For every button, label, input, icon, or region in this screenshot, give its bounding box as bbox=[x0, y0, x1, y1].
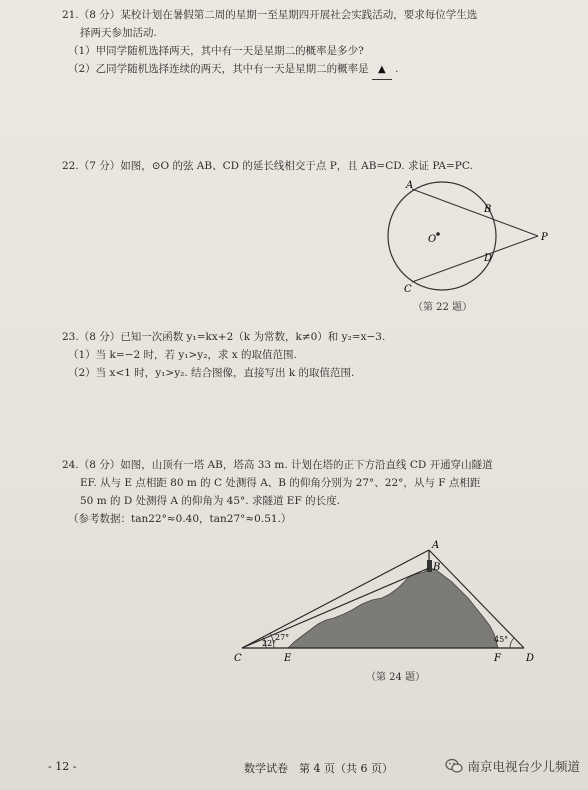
page-number: - 12 - bbox=[48, 760, 77, 773]
label-a: A bbox=[432, 540, 440, 551]
label-o: O bbox=[428, 234, 437, 245]
q21-sub2-end: . bbox=[395, 63, 399, 75]
q24-line2: EF. 从与 E 点相距 80 m 的 C 处测得 A、B 的仰角分别为 27°、22°，从与 F 点相距 bbox=[80, 477, 481, 489]
watermark bbox=[445, 757, 580, 775]
label-c: C bbox=[404, 284, 412, 295]
q23-line1: 23.（8 分）已知一次函数 y₁=kx+2（k 为常数，k≠0）和 y₂=x−3. bbox=[62, 331, 386, 343]
label-d: D bbox=[526, 653, 535, 664]
watermark-text: 南京电视台少儿频道 bbox=[467, 759, 580, 774]
question-23 bbox=[62, 328, 385, 382]
q22-line1: 22.（7 分）如图，⊙O 的弦 AB、CD 的延长线相交于点 P，且 AB=CD. 求证 PA=PC. bbox=[62, 160, 473, 172]
q21-line2: 择两天参加活动. bbox=[80, 27, 157, 39]
label-f: F bbox=[494, 653, 501, 664]
angle-27: 27° bbox=[275, 633, 290, 642]
footer-title: 数学试卷 第 4 页（共 6 页） bbox=[244, 762, 393, 775]
line-ap bbox=[412, 189, 538, 236]
q21-sub2-text: （2）乙同学随机选择连续的两天，其中有一天是星期二的概率是 bbox=[68, 63, 369, 75]
q21-sub2 bbox=[62, 60, 477, 80]
label-b: B bbox=[433, 562, 441, 573]
label-c: C bbox=[234, 653, 242, 664]
question-24 bbox=[62, 456, 493, 528]
angle-22: 22° bbox=[262, 639, 277, 648]
q23-sub2: （2）当 x<1 时，y₁>y₂. 结合图像，直接写出 k 的取值范围. bbox=[68, 367, 355, 379]
q22-caption: （第 22 题） bbox=[413, 302, 473, 313]
angle-arc-45 bbox=[510, 638, 514, 648]
q21-line1: 21.（8 分）某校计划在暑假第二周的星期一至星期四开展社会实践活动，要求每位学生选 bbox=[62, 9, 478, 21]
tower-body bbox=[427, 560, 432, 572]
center-dot bbox=[436, 232, 440, 236]
mountain-figure bbox=[232, 538, 542, 664]
label-b: B bbox=[484, 204, 492, 215]
label-p: P bbox=[541, 232, 548, 243]
wechat-icon bbox=[445, 758, 463, 774]
angle-45: 45° bbox=[494, 635, 509, 644]
question-21 bbox=[62, 6, 477, 80]
q24-reference: （参考数据：tan22°≈0.40，tan27°≈0.51.） bbox=[68, 513, 292, 525]
label-e: E bbox=[284, 653, 292, 664]
q24-line3: 50 m 的 D 处测得 A 的仰角为 45°. 求隧道 EF 的长度. bbox=[80, 495, 340, 507]
q21-sub1: （1）甲同学随机选择两天，其中有一天是星期二的概率是多少? bbox=[68, 45, 364, 57]
circle-figure bbox=[378, 178, 558, 296]
label-d: D bbox=[484, 253, 493, 264]
question-22 bbox=[62, 157, 473, 175]
q23-sub1: （1）当 k=−2 时，若 y₁>y₂，求 x 的取值范围. bbox=[68, 349, 297, 361]
circle-o bbox=[388, 182, 496, 290]
label-a: A bbox=[406, 180, 414, 191]
q24-caption: （第 24 题） bbox=[366, 672, 426, 683]
q24-line1: 24.（8 分）如图，山顶有一塔 AB，塔高 33 m. 计划在塔的正下方沿直线 CD 开通穿山隧道 bbox=[62, 459, 493, 471]
triangle-icon: ▲ bbox=[378, 64, 386, 75]
answer-blank bbox=[372, 60, 392, 80]
